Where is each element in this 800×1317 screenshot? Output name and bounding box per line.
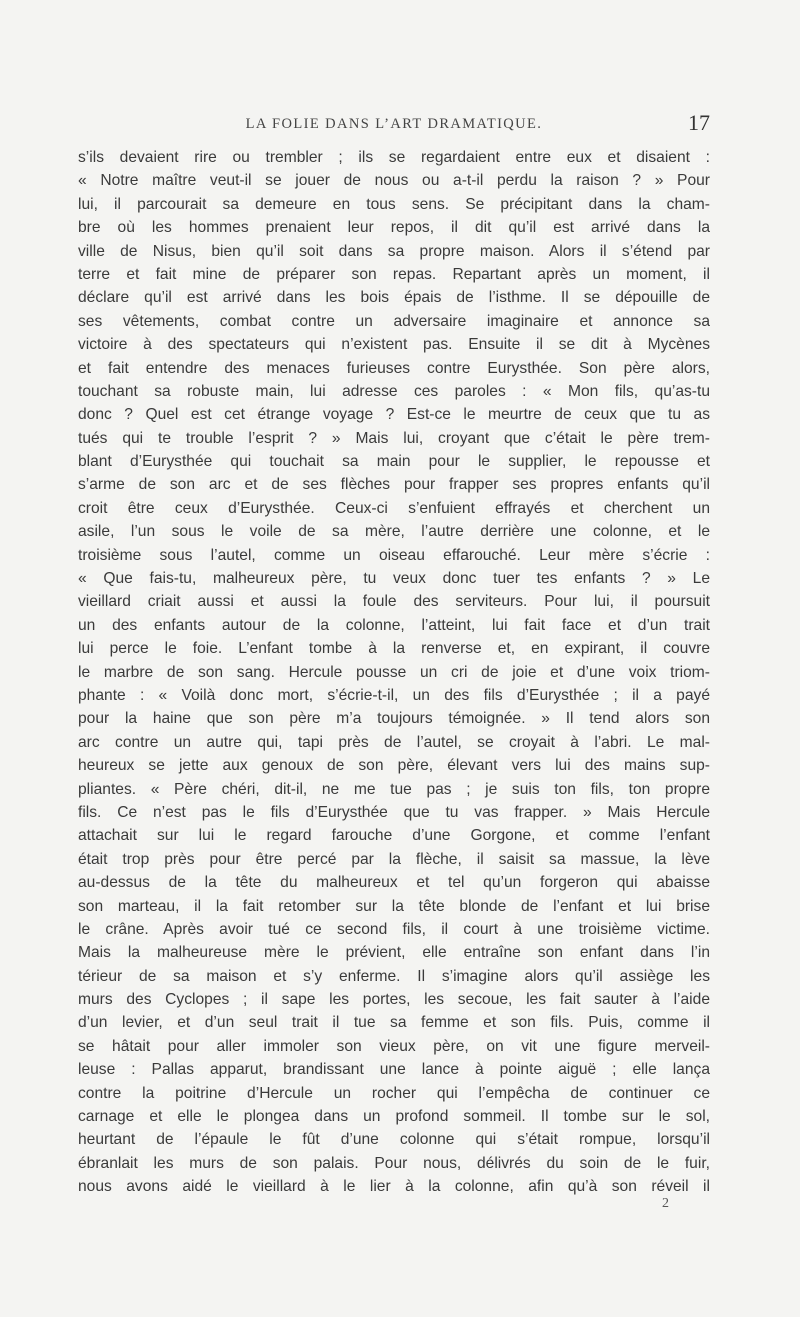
text-line: croit être ceux d’Eurysthée. Ceux-ci s’enfuient effrayés et cherchent un: [78, 499, 710, 517]
text-line: au-dessus de la tête du malheureux et tel qu’un forgeron qui abaisse: [78, 874, 710, 892]
text-line: nous avons aidé le vieillard à le lier à la colonne, afin qu’à son réveil il: [78, 1178, 710, 1196]
text-line: son marteau, il la fait retomber sur la tête blonde de l’enfant et lui brise: [78, 897, 710, 915]
page-number: 17: [688, 110, 710, 135]
text-line: vieillard criait aussi et aussi la foule des serviteurs. Pour lui, il poursuit: [78, 593, 710, 611]
text-line: pliantes. « Père chéri, dit-il, ne me tue pas ; je suis ton fils, ton propre: [78, 780, 710, 798]
text-line: un des enfants autour de la colonne, l’atteint, lui fait face et d’un trait: [78, 616, 710, 634]
text-line: d’un levier, et d’un seul trait il tue sa femme et son fils. Puis, comme il: [78, 1014, 710, 1032]
text-line: fils. Ce n’est pas le fils d’Eurysthée que tu vas frapper. » Mais Hercule: [78, 803, 710, 821]
text-line: touchant sa robuste main, lui adresse ces paroles : « Mon fils, qu’as-tu: [78, 382, 710, 400]
text-line: pour la haine que son père m’a toujours témoignée. » Il tend alors son: [78, 710, 710, 728]
text-line: lui, il parcourait sa demeure en tous sens. Se précipitant dans la cham-: [78, 195, 710, 213]
text-line: le marbre de son sang. Hercule pousse un cri de joie et d’une voix triom-: [78, 663, 710, 681]
signature-mark: 2: [662, 1196, 669, 1211]
text-line: était trop près pour être percé par la flèche, il saisit sa massue, la lève: [78, 850, 710, 868]
text-line: bre où les hommes prenaient leur repos, il dit qu’il est arrivé dans la: [78, 219, 710, 237]
text-line: phante : « Voilà donc mort, s’écrie-t-il, un des fils d’Eurysthée ; il a payé: [78, 686, 710, 704]
text-line: blant d’Eurysthée qui touchait sa main pour le supplier, le repousse et: [78, 453, 710, 471]
text-line: terre et fait mine de préparer son repas. Repartant après un moment, il: [78, 265, 710, 283]
text-line: ébranlait les murs de son palais. Pour nous, délivrés du soin de le fuir,: [78, 1154, 710, 1172]
text-line: déclare qu’il est arrivé dans les bois épais de l’isthme. Il se dépouille de: [78, 289, 710, 307]
text-line: donc ? Quel est cet étrange voyage ? Est-ce le meurtre de ceux que tu as: [78, 406, 710, 424]
text-line: arc contre un autre qui, tapi près de l’autel, se croyait à l’abri. Le mal-: [78, 733, 710, 751]
text-line: asile, l’un sous le voile de sa mère, l’autre derrière une colonne, et le: [78, 523, 710, 541]
text-line: heurtant de l’épaule le fût d’une colonne qui s’était rompue, lorsqu’il: [78, 1131, 710, 1149]
text-line: tués qui te trouble l’esprit ? » Mais lui, croyant que c’était le père trem-: [78, 429, 710, 447]
text-line: Mais la malheureuse mère le prévient, elle entraîne son enfant dans l’in: [78, 944, 710, 962]
body-text: [78, 146, 710, 1199]
text-line: victoire à des spectateurs qui n’existent pas. Ensuite il se dit à Mycènes: [78, 336, 710, 354]
text-line: ses vêtements, combat contre un adversaire imaginaire et annonce sa: [78, 312, 710, 330]
text-line: térieur de sa maison et s’y enferme. Il s’imagine alors qu’il assiège les: [78, 967, 710, 985]
text-line: « Notre maître veut-il se jouer de nous ou a-t-il perdu la raison ? » Pour: [78, 172, 710, 190]
text-line: carnage et elle le plongea dans un profond sommeil. Il tombe sur le sol,: [78, 1108, 710, 1126]
running-title: LA FOLIE DANS L’ART DRAMATIQUE.: [245, 116, 543, 132]
page-header: [78, 104, 710, 134]
text-line: ville de Nisus, bien qu’il soit dans sa propre maison. Alors il s’étend par: [78, 242, 710, 260]
text-line: et fait entendre des menaces furieuses contre Eurysthée. Son père alors,: [78, 359, 710, 377]
text-line: troisième sous l’autel, comme un oiseau effarouché. Leur mère s’écrie :: [78, 546, 710, 564]
text-line: « Que fais-tu, malheureux père, tu veux donc tuer tes enfants ? » Le: [78, 570, 710, 588]
text-line: leuse : Pallas apparut, brandissant une lance à pointe aiguë ; elle lança: [78, 1061, 710, 1079]
text-line: heureux se jette aux genoux de son père, élevant vers lui des mains sup-: [78, 757, 710, 775]
text-line: attachait sur lui le regard farouche d’une Gorgone, et comme l’enfant: [78, 827, 710, 845]
text-line: le crâne. Après avoir tué ce second fils, il court à une troisième victime.: [78, 920, 710, 938]
text-line: s’ils devaient rire ou trembler ; ils se regardaient entre eux et disaient :: [78, 149, 710, 166]
text-line: contre la poitrine d’Hercule un rocher qui l’empêcha de continuer ce: [78, 1084, 710, 1102]
text-line: murs des Cyclopes ; il sape les portes, les secoue, les fait sauter à l’aide: [78, 991, 710, 1009]
text-line: se hâtait pour aller immoler son vieux père, on vit une figure merveil-: [78, 1037, 710, 1055]
text-line: s’arme de son arc et de ses flèches pour frapper ses propres enfants qu’il: [78, 476, 710, 494]
text-line: lui perce le foie. L’enfant tombe à la renverse et, en expirant, il couvre: [78, 640, 710, 658]
